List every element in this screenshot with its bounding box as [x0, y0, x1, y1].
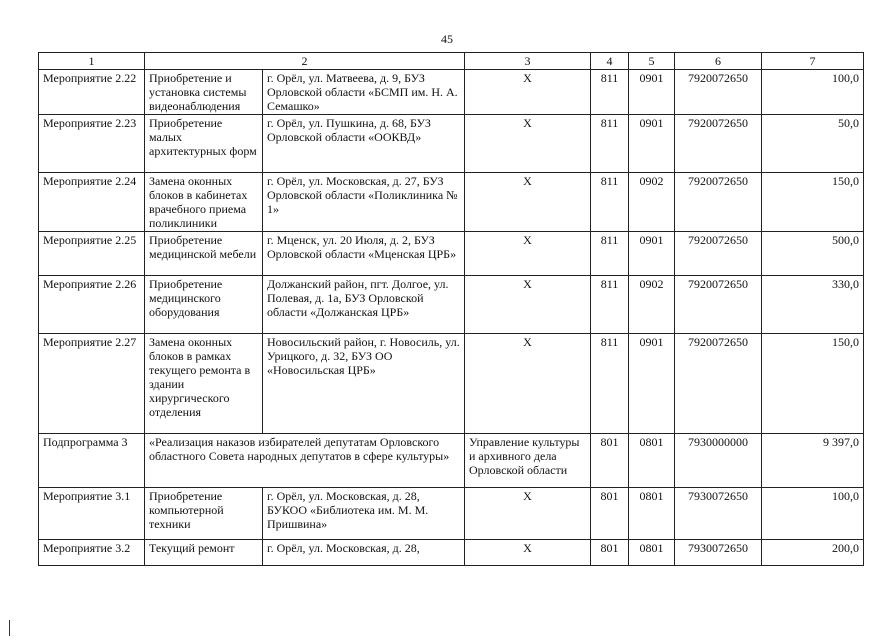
executor: Управление культуры и архивного дела Орловской области: [465, 434, 591, 488]
executor: Х: [465, 488, 591, 540]
col-5-value: 0901: [629, 232, 675, 276]
event-name: Приобретение медицинской мебели: [145, 232, 263, 276]
executor: Х: [465, 276, 591, 334]
col-4-value: 811: [591, 115, 629, 173]
table-row: [39, 488, 864, 540]
header-cell: 7: [762, 53, 864, 70]
event-address: г. Орёл, ул. Московская, д. 28,: [263, 540, 465, 566]
event-id: Мероприятие 3.1: [39, 488, 145, 540]
subprogram-id: Подпрограмма 3: [39, 434, 145, 488]
header-cell: 3: [465, 53, 591, 70]
col-4-value: 811: [591, 334, 629, 434]
col-7-value: 150,0: [762, 173, 864, 232]
col-5-value: 0902: [629, 276, 675, 334]
table-row: [39, 173, 864, 232]
table-row: [39, 115, 864, 173]
col-5-value: 0902: [629, 173, 675, 232]
col-6-value: 7930072650: [675, 540, 762, 566]
budget-table: [38, 52, 864, 566]
subprogram-description: «Реализация наказов избирателей депутатам Орловского областного Совета народных депутатов в сфере культуры»: [145, 434, 465, 488]
table-row: [39, 334, 864, 434]
event-address: г. Орёл, ул. Московская, д. 27, БУЗ Орловской области «Поликлиника № 1»: [263, 173, 465, 232]
event-id: Мероприятие 2.27: [39, 334, 145, 434]
executor: Х: [465, 70, 591, 115]
event-address: г. Орёл, ул. Матвеева, д. 9, БУЗ Орловской области «БСМП им. Н. А. Семашко»: [263, 70, 465, 115]
col-5-value: 0901: [629, 115, 675, 173]
col-7-value: 100,0: [762, 70, 864, 115]
header-cell: 4: [591, 53, 629, 70]
event-address: г. Орёл, ул. Пушкина, д. 68, БУЗ Орловской области «ООКВД»: [263, 115, 465, 173]
table-row: [39, 540, 864, 566]
col-4-value: 811: [591, 276, 629, 334]
event-name: Замена оконных блоков в кабинетах врачебного приема поликлиники: [145, 173, 263, 232]
event-address: Должанский район, пгт. Долгое, ул. Полевая, д. 1а, БУЗ Орловской области «Должанская ЦРБ»: [263, 276, 465, 334]
executor: Х: [465, 173, 591, 232]
subprogram-row: [39, 434, 864, 488]
col-6-value: 7920072650: [675, 232, 762, 276]
col-7-value: 200,0: [762, 540, 864, 566]
col-4-value: 811: [591, 232, 629, 276]
table-row: [39, 276, 864, 334]
col-6-value: 7920072650: [675, 115, 762, 173]
executor: Х: [465, 232, 591, 276]
executor: Х: [465, 540, 591, 566]
col-5-value: 0801: [629, 540, 675, 566]
event-address: г. Орёл, ул. Московская, д. 28, БУКОО «Библиотека им. М. М. Пришвина»: [263, 488, 465, 540]
col-4-value: 811: [591, 173, 629, 232]
col-5-value: 0901: [629, 334, 675, 434]
event-name: Текущий ремонт: [145, 540, 263, 566]
event-name: Приобретение малых архитектурных форм: [145, 115, 263, 173]
col-4-value: 801: [591, 434, 629, 488]
scan-mark: [9, 620, 10, 636]
executor: Х: [465, 115, 591, 173]
col-4-value: 811: [591, 70, 629, 115]
event-address: Новосильский район, г. Новосиль, ул. Урицкого, д. 32, БУЗ ОО «Новосильская ЦРБ»: [263, 334, 465, 434]
executor: Х: [465, 334, 591, 434]
event-address: г. Мценск, ул. 20 Июля, д. 2, БУЗ Орловской области «Мценская ЦРБ»: [263, 232, 465, 276]
table-header-row: [39, 53, 864, 70]
header-cell: 2: [145, 53, 465, 70]
col-6-value: 7930072650: [675, 488, 762, 540]
event-id: Мероприятие 2.24: [39, 173, 145, 232]
col-6-value: 7930000000: [675, 434, 762, 488]
col-6-value: 7920072650: [675, 276, 762, 334]
col-7-value: 150,0: [762, 334, 864, 434]
col-4-value: 801: [591, 488, 629, 540]
col-7-value: 9 397,0: [762, 434, 864, 488]
col-7-value: 330,0: [762, 276, 864, 334]
table-row: [39, 232, 864, 276]
table-row: [39, 70, 864, 115]
event-id: Мероприятие 2.23: [39, 115, 145, 173]
header-cell: 5: [629, 53, 675, 70]
event-name: Приобретение медицинского оборудования: [145, 276, 263, 334]
event-id: Мероприятие 2.25: [39, 232, 145, 276]
col-4-value: 801: [591, 540, 629, 566]
col-6-value: 7920072650: [675, 334, 762, 434]
col-6-value: 7920072650: [675, 70, 762, 115]
col-7-value: 500,0: [762, 232, 864, 276]
event-id: Мероприятие 2.26: [39, 276, 145, 334]
col-5-value: 0901: [629, 70, 675, 115]
header-cell: 6: [675, 53, 762, 70]
header-cell: 1: [39, 53, 145, 70]
col-5-value: 0801: [629, 488, 675, 540]
col-7-value: 50,0: [762, 115, 864, 173]
page-number: 45: [441, 32, 453, 46]
event-id: Мероприятие 2.22: [39, 70, 145, 115]
event-name: Приобретение компьютерной техники: [145, 488, 263, 540]
col-7-value: 100,0: [762, 488, 864, 540]
event-name: Приобретение и установка системы видеонаблюдения: [145, 70, 263, 115]
event-name: Замена оконных блоков в рамках текущего ремонта в здании хирургического отделения: [145, 334, 263, 434]
col-5-value: 0801: [629, 434, 675, 488]
event-id: Мероприятие 3.2: [39, 540, 145, 566]
col-6-value: 7920072650: [675, 173, 762, 232]
